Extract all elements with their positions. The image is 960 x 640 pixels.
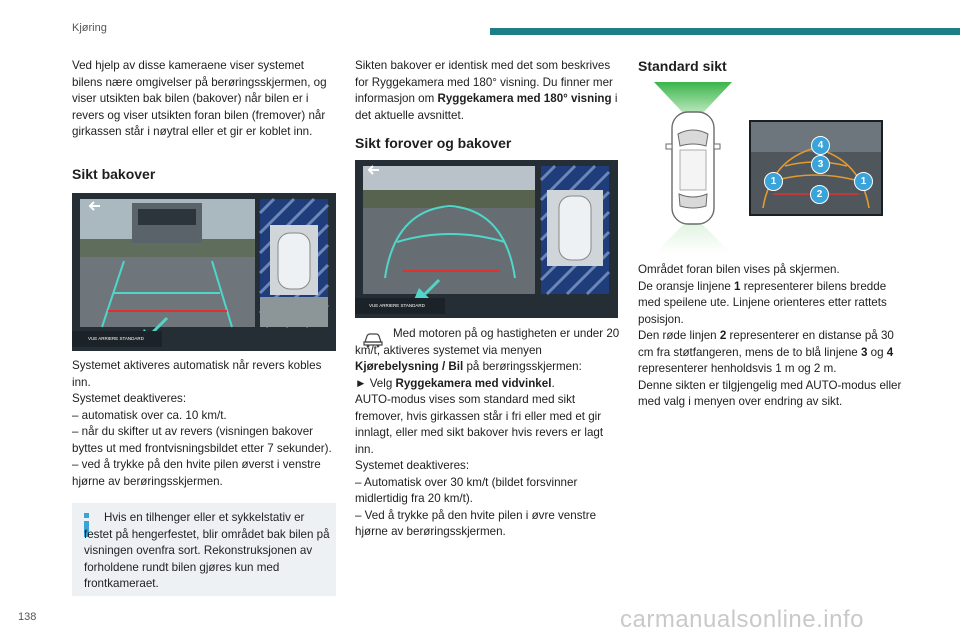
- info-note-text: Hvis en tilhenger eller et sykkelstativ er festet på hengerfestet, blir området bak bilen på visningen ovenfra sort. Rekonstruksjonen av forholdene rundt bilen gjøres kun med frontkameraet.: [84, 511, 330, 590]
- marker-4: 4: [811, 136, 830, 155]
- front-rear-image-label: VUE ARRIERE STANDARD: [369, 303, 425, 308]
- col3-p3-c: representerer en distanse på 30 cm fra støtfangeren, mens de to blå linjene: [638, 329, 894, 359]
- col1-line-1: Systemet aktiveres automatisk når revers kobles inn.: [72, 359, 322, 389]
- page-number: 138: [18, 611, 37, 623]
- col3-p2-c: representerer bilens bredde med speilene ute. Linjene orienteres etter rattets posisjon.: [638, 279, 887, 326]
- col3-p3-a: Den røde linjen: [638, 329, 720, 342]
- col2-line-4: – Ved å trykke på den hvite pilen i øvre venstre hjørne av berøringsskjermen.: [355, 508, 597, 538]
- page-header-title: Kjøring: [72, 22, 107, 34]
- front-rear-view-image: [355, 160, 618, 318]
- col3-p3-d: 3: [860, 345, 868, 359]
- watermark: carmanualsonline.info: [620, 606, 864, 633]
- col3-body: [638, 262, 903, 411]
- col3-p3-f: 4: [886, 345, 894, 359]
- col3-p3-b: 2: [719, 329, 727, 342]
- col3-p2-a: De oransje linjene: [638, 279, 735, 293]
- col2-intro-b: i det aktuelle avsnittet.: [355, 92, 618, 122]
- marker-2: 2: [810, 185, 829, 204]
- heading-standard-sikt: Standard sikt: [638, 58, 727, 74]
- col1-body: [72, 358, 337, 490]
- col2-select-bold: Ryggekamera med vidvinkel: [395, 376, 552, 390]
- col2-intro-bold: Ryggekamera med 180° visning: [437, 92, 612, 105]
- col2-select-a: ► Velg: [355, 376, 396, 390]
- col2-motor-a-real: Med motoren på og hastigheten er under 20 km/t, aktiveres systemet via menyen: [355, 327, 620, 357]
- col2-line-2: Systemet deaktiveres:: [355, 459, 470, 472]
- col2-line-1: AUTO-modus vises som standard med sikt fremover, hvis girkassen står i fri eller med et gir innlagt, eller med sikt bakover hvis revers er lagt inn.: [355, 393, 604, 456]
- col3-p1: Området foran bilen vises på skjermen.: [638, 263, 840, 276]
- col1-intro: Ved hjelp av disse kameraene viser systemet bilens nære omgivelser på berøringsskjermen, og viser utsikten bak bilen (bakover) når bilen er i revers og viser utsikten foran bilen (fremover) når girkassen står i nøytral eller et gir er koblet inn.: [72, 59, 327, 138]
- col3-p3-e: og: [867, 345, 887, 359]
- heading-sikt-bakover: Sikt bakover: [72, 166, 156, 182]
- standard-view-camera-image: [749, 120, 883, 216]
- rear-view-image-label: VUE ARRIERE STANDARD: [88, 336, 144, 341]
- marker-1-left: 1: [764, 172, 783, 191]
- col2-intro: [355, 58, 620, 124]
- col2-select-b: .: [551, 376, 555, 390]
- marker-3: 3: [811, 155, 830, 174]
- col3-p4: Denne sikten er tilgjengelig med AUTO-modus eller med valg i menyen over endring av sikt.: [638, 378, 902, 408]
- car-top-view-diagram: [648, 82, 738, 254]
- col1-line-2: Systemet deaktiveres:: [72, 392, 187, 405]
- col3-p3-g: representerer henholdsvis 1 m og 2 m.: [638, 362, 837, 375]
- col2-intro-a: Sikten bakover er identisk med det som beskrives for Ryggekamera med 180° visning. Du finner mer informasjon om: [355, 59, 613, 105]
- info-note: [72, 503, 336, 596]
- col2-motor-b: på berøringsskjermen:: [463, 360, 582, 373]
- col2-motor-bold: Kjørebelysning / Bil: [355, 360, 464, 373]
- col2-motor-block: [355, 326, 620, 541]
- header-accent-bar: [490, 28, 960, 35]
- heading-sikt-forover-bakover: Sikt forover og bakover: [355, 135, 512, 151]
- col1-line-5: – ved å trykke på den hvite pilen øverst i venstre hjørne av berøringsskjermen.: [72, 458, 321, 488]
- rear-view-image: [72, 193, 336, 351]
- col3-p2-b1: 1: [734, 279, 741, 293]
- col1-line-4: – når du skifter ut av revers (visningen bakover byttes ut med frontvisningsbildet etter 7 sekunder).: [72, 425, 332, 455]
- marker-1-right: 1: [854, 172, 873, 191]
- col2-line-3: – Automatisk over 30 km/t (bildet forsvinner midlertidig fra 20 km/t).: [355, 475, 578, 505]
- col1-line-3: – automatisk over ca. 10 km/t.: [72, 408, 227, 422]
